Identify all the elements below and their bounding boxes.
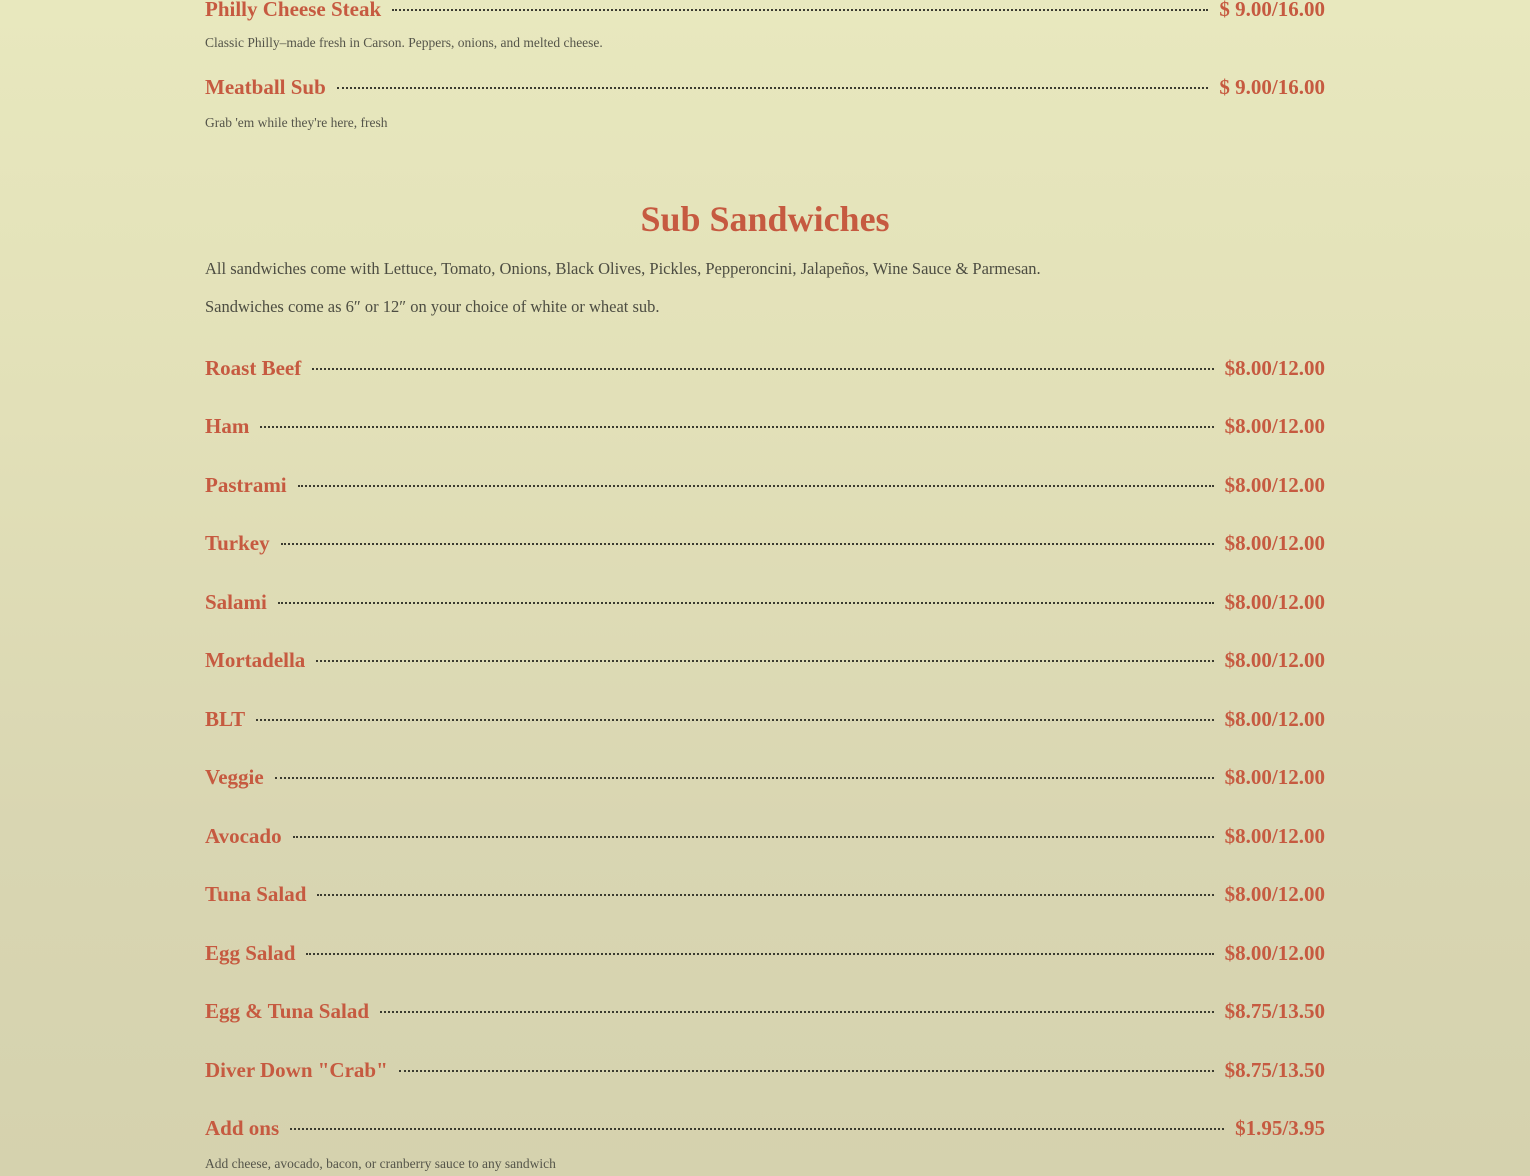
- menu-item-veggie: [205, 762, 1325, 792]
- dot-leader: [275, 777, 1214, 779]
- item-name: Add ons: [205, 1115, 280, 1140]
- item-price: $8.75/13.50: [1224, 998, 1325, 1023]
- item-name: Veggie: [205, 764, 264, 789]
- menu-item-mortadella: [205, 645, 1325, 675]
- item-name: Philly Cheese Steak: [205, 0, 382, 21]
- item-name: Pastrami: [205, 472, 287, 497]
- dot-leader: [380, 1011, 1214, 1013]
- item-description: Add cheese, avocado, bacon, or cranberry sauce to any sandwich: [205, 1156, 556, 1171]
- dot-leader: [278, 602, 1214, 604]
- menu-item-philly-cheese-steak: [205, 0, 1325, 24]
- item-description: Grab 'em while they're here, fresh: [205, 115, 388, 130]
- dot-leader: [316, 660, 1213, 662]
- item-name: Tuna Salad: [205, 881, 307, 906]
- item-name: Salami: [205, 589, 267, 614]
- menu-item-diver-down-crab: [205, 1055, 1325, 1085]
- menu-item-turkey: [205, 528, 1325, 558]
- section-note-sizes: Sandwiches come as 6″ or 12″ on your choice of white or wheat sub.: [205, 297, 660, 316]
- menu-item-salami: [205, 587, 1325, 617]
- dot-leader: [317, 894, 1213, 896]
- menu-item-roast-beef: [205, 353, 1325, 383]
- item-price: $8.00/12.00: [1224, 764, 1325, 789]
- item-price: $8.00/12.00: [1224, 823, 1325, 848]
- dot-leader: [312, 368, 1213, 370]
- item-price: $ 9.00/16.00: [1219, 74, 1325, 99]
- item-name: BLT: [205, 706, 246, 731]
- item-price: $ 9.00/16.00: [1219, 0, 1325, 21]
- item-price: $8.00/12.00: [1224, 413, 1325, 438]
- menu-item-meatball-sub: [205, 72, 1325, 102]
- item-price: $8.00/12.00: [1224, 940, 1325, 965]
- item-price: $8.75/13.50: [1224, 1057, 1325, 1082]
- dot-leader: [256, 719, 1214, 721]
- item-name: Turkey: [205, 530, 270, 555]
- menu-item-pastrami: [205, 470, 1325, 500]
- dot-leader: [399, 1070, 1214, 1072]
- section-note-toppings: All sandwiches come with Lettuce, Tomato, Onions, Black Olives, Pickles, Pepperoncini, Jalapeños, Wine Sauce & Parmesan.: [205, 259, 1041, 278]
- item-name: Egg Salad: [205, 940, 296, 965]
- item-name: Diver Down "Crab": [205, 1057, 388, 1082]
- dot-leader: [298, 485, 1214, 487]
- menu-item-ham: [205, 411, 1325, 441]
- dot-leader: [260, 426, 1213, 428]
- item-price: $8.00/12.00: [1224, 472, 1325, 497]
- dot-leader: [337, 87, 1209, 89]
- dot-leader: [392, 9, 1208, 11]
- item-price: $8.00/12.00: [1224, 881, 1325, 906]
- item-price: $1.95/3.95: [1235, 1115, 1325, 1140]
- section-title: Sub Sandwiches: [640, 199, 890, 239]
- dot-leader: [293, 836, 1214, 838]
- menu-item-egg-tuna-salad: [205, 996, 1325, 1026]
- menu-item-tuna-salad: [205, 879, 1325, 909]
- item-name: Egg & Tuna Salad: [205, 998, 370, 1023]
- menu-item-blt: [205, 704, 1325, 734]
- item-name: Avocado: [205, 823, 282, 848]
- dot-leader: [306, 953, 1213, 955]
- menu-item-add-ons: [205, 1113, 1325, 1143]
- item-price: $8.00/12.00: [1224, 647, 1325, 672]
- menu-item-avocado: [205, 821, 1325, 851]
- dot-leader: [281, 543, 1214, 545]
- item-name: Roast Beef: [205, 355, 302, 380]
- item-price: $8.00/12.00: [1224, 355, 1325, 380]
- dot-leader: [290, 1128, 1224, 1130]
- item-price: $8.00/12.00: [1224, 530, 1325, 555]
- item-name: Mortadella: [205, 647, 306, 672]
- menu-item-egg-salad: [205, 938, 1325, 968]
- item-name: Ham: [205, 413, 250, 438]
- item-price: $8.00/12.00: [1224, 706, 1325, 731]
- item-price: $8.00/12.00: [1224, 589, 1325, 614]
- item-name: Meatball Sub: [205, 74, 326, 99]
- item-description: Classic Philly–made fresh in Carson. Peppers, onions, and melted cheese.: [205, 35, 603, 50]
